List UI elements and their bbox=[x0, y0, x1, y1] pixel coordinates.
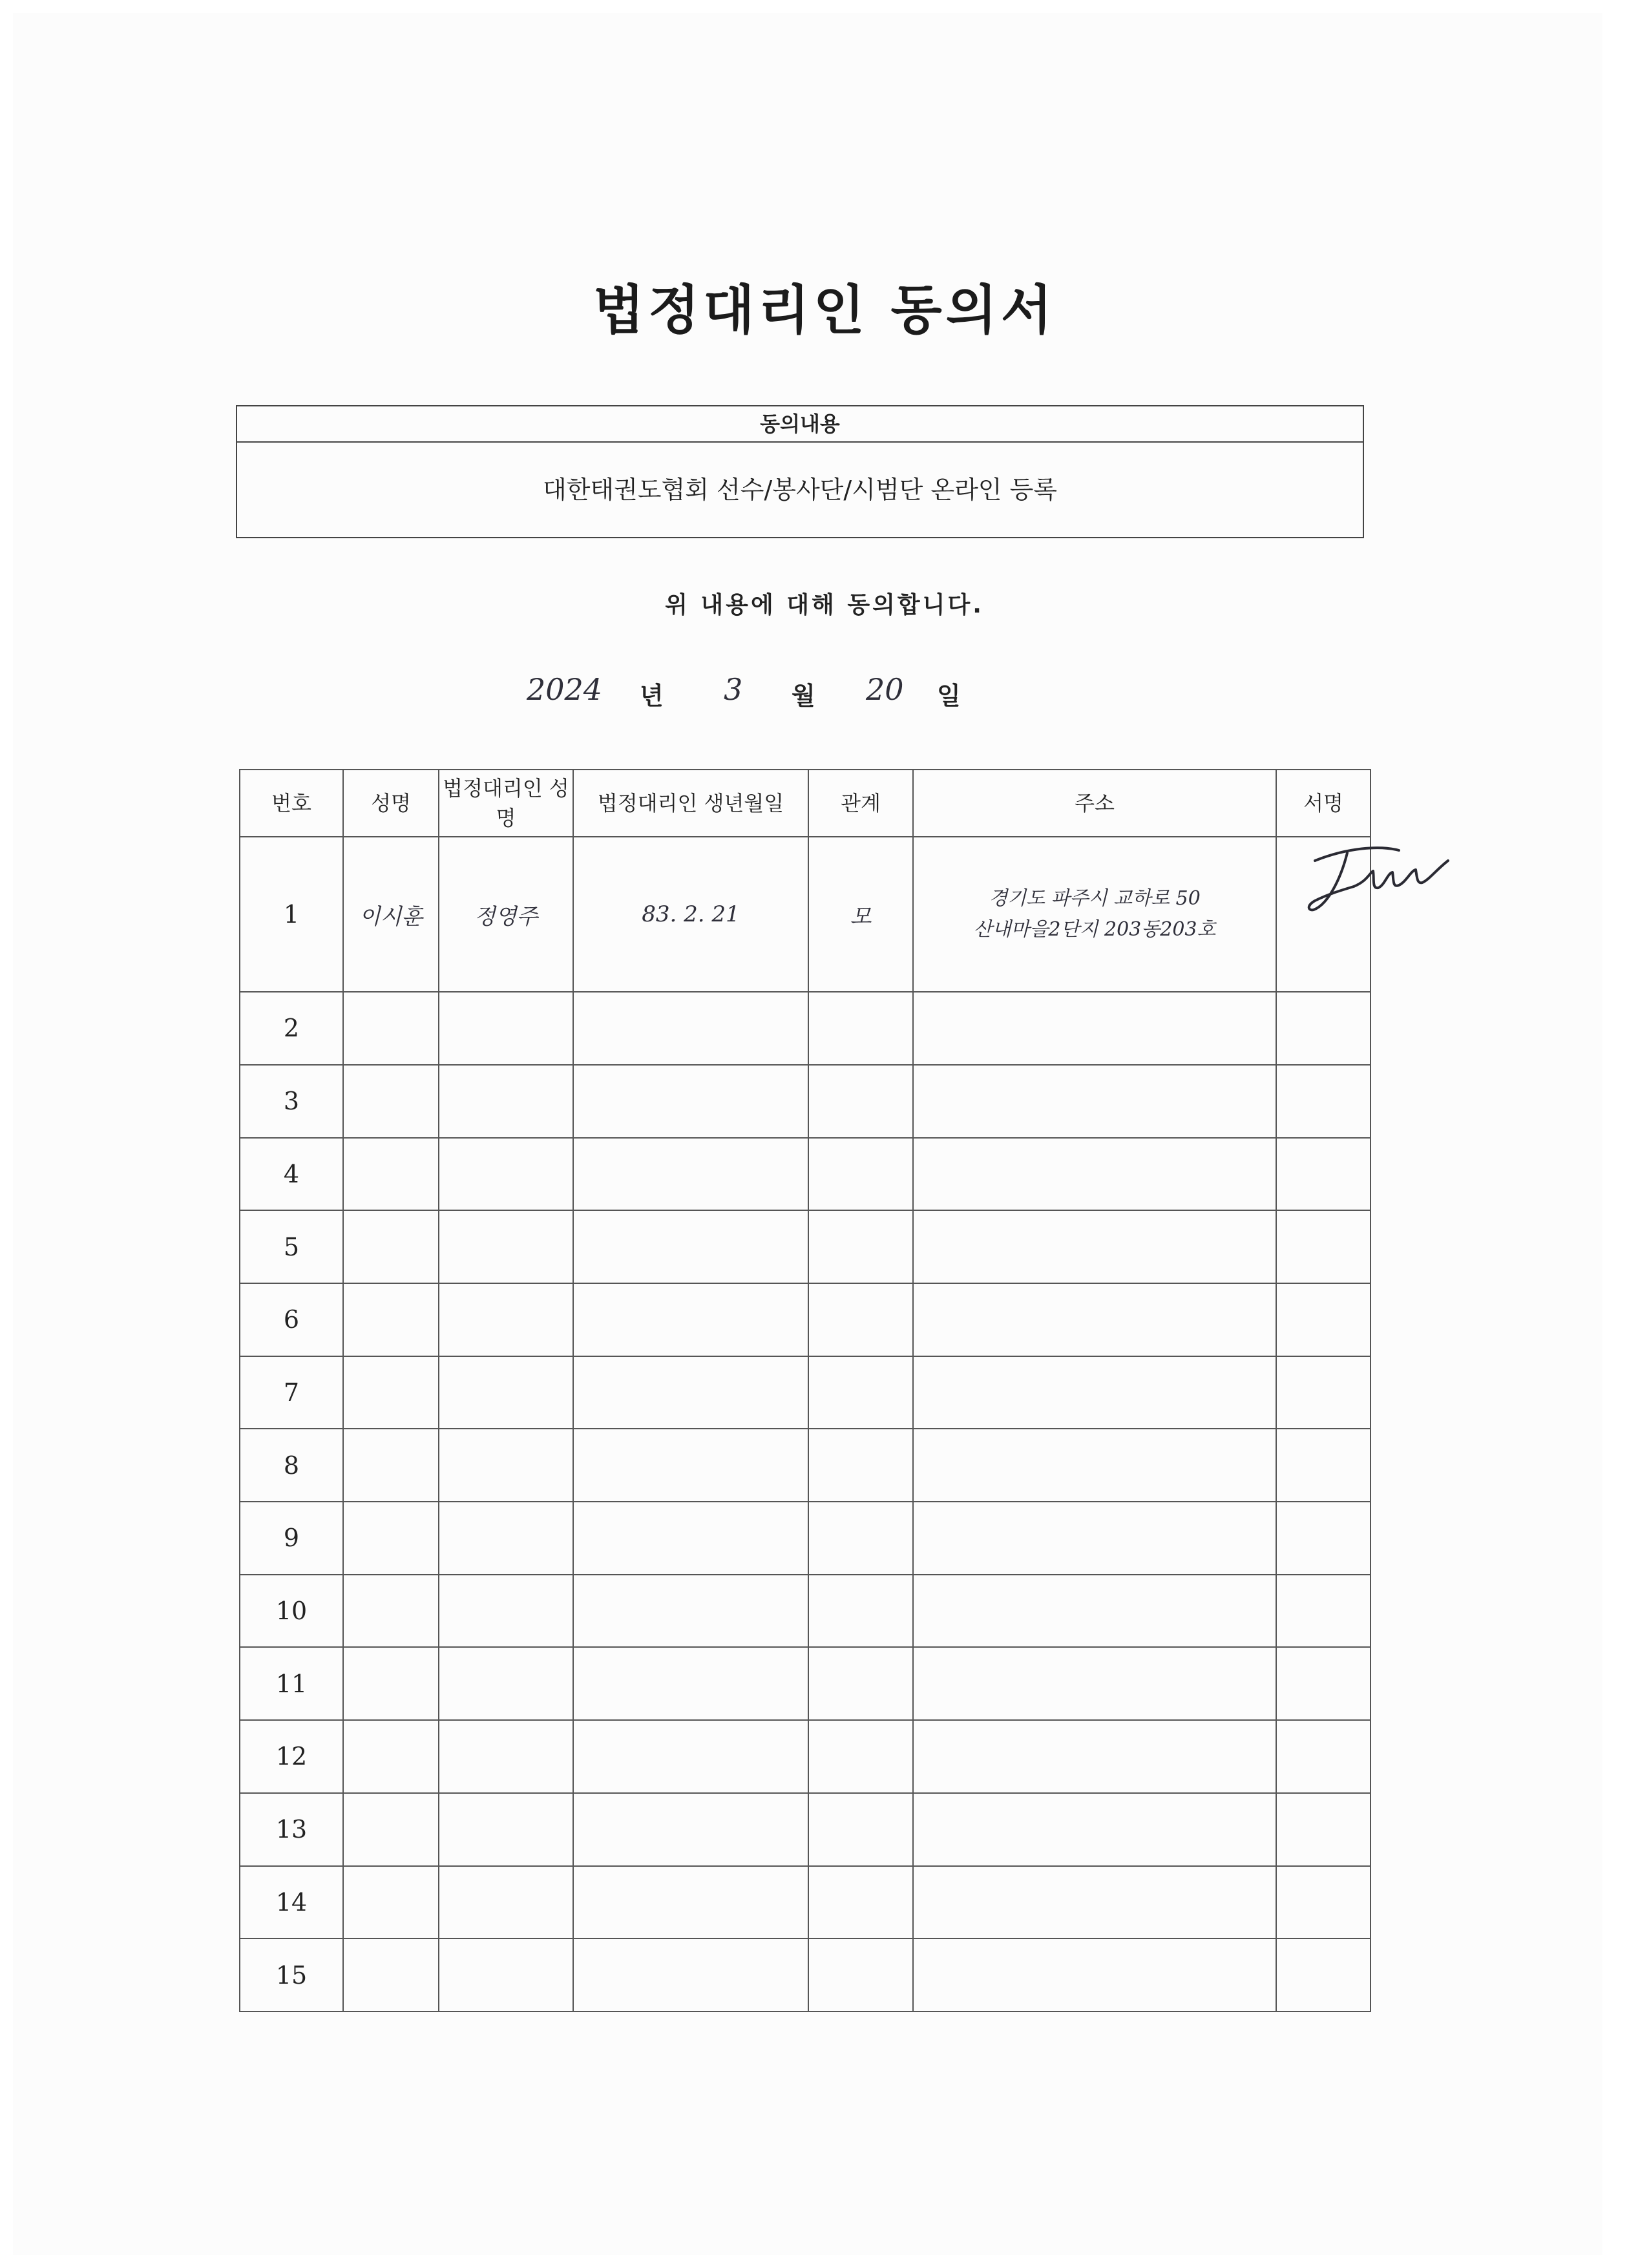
row-guardian-birth bbox=[573, 1283, 808, 1356]
row-relation bbox=[808, 1647, 913, 1720]
row-guardian-birth bbox=[573, 1210, 808, 1283]
row-number: 12 bbox=[240, 1720, 343, 1793]
row-guardian-name bbox=[439, 1647, 573, 1720]
row-guardian-birth: 83. 2. 21 bbox=[573, 837, 808, 992]
row-name bbox=[343, 1210, 439, 1283]
date-month-label: 월 bbox=[792, 682, 815, 710]
header-guardian-birth: 법정대리인 생년월일 bbox=[573, 770, 808, 837]
row-relation: 모 bbox=[808, 837, 913, 992]
row-name bbox=[343, 1720, 439, 1793]
row-address bbox=[913, 1575, 1276, 1648]
row-guardian-birth bbox=[573, 1575, 808, 1648]
row-number: 2 bbox=[240, 992, 343, 1065]
row-guardian-birth bbox=[573, 1138, 808, 1211]
handwritten-signature bbox=[1302, 834, 1457, 924]
row-number: 14 bbox=[240, 1866, 343, 1939]
row-signature bbox=[1276, 1283, 1371, 1356]
row-relation bbox=[808, 1720, 913, 1793]
row-name bbox=[343, 1429, 439, 1502]
row-address-line1: 경기도 파주시 교하로 50 bbox=[989, 887, 1201, 910]
row-name bbox=[343, 1283, 439, 1356]
table-header-row bbox=[240, 770, 1371, 837]
row-signature bbox=[1276, 1429, 1371, 1502]
row-guardian-name bbox=[439, 1429, 573, 1502]
row-address bbox=[913, 1647, 1276, 1720]
consent-header: 동의내용 bbox=[237, 406, 1363, 443]
row-guardian-name bbox=[439, 992, 573, 1065]
row-relation bbox=[808, 1938, 913, 2011]
row-guardian-name bbox=[439, 1575, 573, 1648]
table-row bbox=[240, 1938, 1371, 2011]
row-number: 3 bbox=[240, 1065, 343, 1138]
row-relation bbox=[808, 1429, 913, 1502]
row-guardian-birth bbox=[573, 992, 808, 1065]
header-relation: 관계 bbox=[808, 770, 913, 837]
row-signature bbox=[1276, 1647, 1371, 1720]
row-guardian-birth bbox=[573, 1793, 808, 1866]
date-line bbox=[0, 672, 1649, 717]
row-relation bbox=[808, 1866, 913, 1939]
row-number: 1 bbox=[240, 837, 343, 992]
row-signature bbox=[1276, 1065, 1371, 1138]
row-guardian-name bbox=[439, 1356, 573, 1429]
row-address bbox=[913, 1210, 1276, 1283]
row-relation bbox=[808, 1210, 913, 1283]
row-address bbox=[913, 837, 1276, 992]
row-name bbox=[343, 1138, 439, 1211]
row-signature bbox=[1276, 1502, 1371, 1575]
row-signature bbox=[1276, 1138, 1371, 1211]
row-name: 이시훈 bbox=[343, 837, 439, 992]
row-relation bbox=[808, 1575, 913, 1648]
guardian-table bbox=[239, 769, 1371, 2012]
row-signature bbox=[1276, 1793, 1371, 1866]
date-month: 3 bbox=[724, 672, 743, 707]
row-address bbox=[913, 1065, 1276, 1138]
document-title: 법정대리인 동의서 bbox=[593, 280, 1056, 341]
row-guardian-name bbox=[439, 1210, 573, 1283]
row-name bbox=[343, 1793, 439, 1866]
row-guardian-birth bbox=[573, 1429, 808, 1502]
row-signature bbox=[1276, 992, 1371, 1065]
header-signature: 서명 bbox=[1276, 770, 1371, 837]
row-address bbox=[913, 992, 1276, 1065]
row-number: 9 bbox=[240, 1502, 343, 1575]
table-row bbox=[240, 1647, 1371, 1720]
row-number: 4 bbox=[240, 1138, 343, 1211]
row-name bbox=[343, 1647, 439, 1720]
row-signature bbox=[1276, 1866, 1371, 1939]
row-guardian-name bbox=[439, 1793, 573, 1866]
row-relation bbox=[808, 1138, 913, 1211]
row-signature bbox=[1276, 1210, 1371, 1283]
row-signature bbox=[1276, 1720, 1371, 1793]
table-row bbox=[240, 1720, 1371, 1793]
row-signature bbox=[1276, 1356, 1371, 1429]
row-relation bbox=[808, 1283, 913, 1356]
table-row bbox=[240, 1138, 1371, 1211]
row-address bbox=[913, 1429, 1276, 1502]
row-signature bbox=[1276, 1938, 1371, 2011]
date-year-label: 년 bbox=[640, 682, 664, 710]
row-number: 5 bbox=[240, 1210, 343, 1283]
consent-content: 대한태권도협회 선수/봉사단/시범단 온라인 등록 bbox=[542, 476, 1057, 504]
row-guardian-name bbox=[439, 1283, 573, 1356]
row-name bbox=[343, 1065, 439, 1138]
row-relation bbox=[808, 1502, 913, 1575]
row-relation bbox=[808, 1065, 913, 1138]
row-address-line2: 산내마을2단지 203동203호 bbox=[973, 918, 1216, 941]
header-name: 성명 bbox=[343, 770, 439, 837]
row-address bbox=[913, 1793, 1276, 1866]
row-guardian-name bbox=[439, 1138, 573, 1211]
header-address: 주소 bbox=[913, 770, 1276, 837]
row-relation bbox=[808, 992, 913, 1065]
row-name bbox=[343, 1502, 439, 1575]
row-address bbox=[913, 1720, 1276, 1793]
row-guardian-birth bbox=[573, 1356, 808, 1429]
table-row bbox=[240, 1866, 1371, 1939]
row-number: 8 bbox=[240, 1429, 343, 1502]
row-guardian-name bbox=[439, 1065, 573, 1138]
table-body bbox=[240, 837, 1371, 2011]
table-row bbox=[240, 992, 1371, 1065]
row-guardian-birth bbox=[573, 1647, 808, 1720]
agree-statement: 위 내용에 대해 동의합니다. bbox=[665, 592, 984, 618]
row-guardian-birth bbox=[573, 1938, 808, 2011]
header-no: 번호 bbox=[240, 770, 343, 837]
table-row bbox=[240, 1575, 1371, 1648]
table-row bbox=[240, 1429, 1371, 1502]
row-address bbox=[913, 1138, 1276, 1211]
consent-box bbox=[236, 405, 1364, 538]
header-guardian-name: 법정대리인 성명 bbox=[439, 770, 573, 837]
row-guardian-birth bbox=[573, 1720, 808, 1793]
row-name bbox=[343, 992, 439, 1065]
row-address bbox=[913, 1356, 1276, 1429]
row-address bbox=[913, 1938, 1276, 2011]
row-address bbox=[913, 1502, 1276, 1575]
row-number: 13 bbox=[240, 1793, 343, 1866]
row-guardian-name: 정영주 bbox=[439, 837, 573, 992]
row-number: 10 bbox=[240, 1575, 343, 1648]
table-row bbox=[240, 1283, 1371, 1356]
row-address bbox=[913, 1866, 1276, 1939]
table-row bbox=[240, 837, 1371, 992]
table-row bbox=[240, 1210, 1371, 1283]
row-name bbox=[343, 1938, 439, 2011]
row-name bbox=[343, 1575, 439, 1648]
row-guardian-name bbox=[439, 1866, 573, 1939]
row-guardian-name bbox=[439, 1502, 573, 1575]
table-row bbox=[240, 1065, 1371, 1138]
row-guardian-birth bbox=[573, 1502, 808, 1575]
row-name bbox=[343, 1356, 439, 1429]
date-day-label: 일 bbox=[937, 682, 961, 710]
row-number: 7 bbox=[240, 1356, 343, 1429]
row-number: 6 bbox=[240, 1283, 343, 1356]
table-row bbox=[240, 1356, 1371, 1429]
row-name bbox=[343, 1866, 439, 1939]
row-relation bbox=[808, 1356, 913, 1429]
date-day: 20 bbox=[866, 672, 904, 707]
row-guardian-birth bbox=[573, 1866, 808, 1939]
table-row bbox=[240, 1502, 1371, 1575]
row-number: 15 bbox=[240, 1938, 343, 2011]
row-guardian-birth bbox=[573, 1065, 808, 1138]
row-signature bbox=[1276, 1575, 1371, 1648]
date-year: 2024 bbox=[527, 672, 603, 707]
row-relation bbox=[808, 1793, 913, 1866]
row-number: 11 bbox=[240, 1647, 343, 1720]
row-guardian-name bbox=[439, 1938, 573, 2011]
row-guardian-name bbox=[439, 1720, 573, 1793]
table-row bbox=[240, 1793, 1371, 1866]
row-address bbox=[913, 1283, 1276, 1356]
